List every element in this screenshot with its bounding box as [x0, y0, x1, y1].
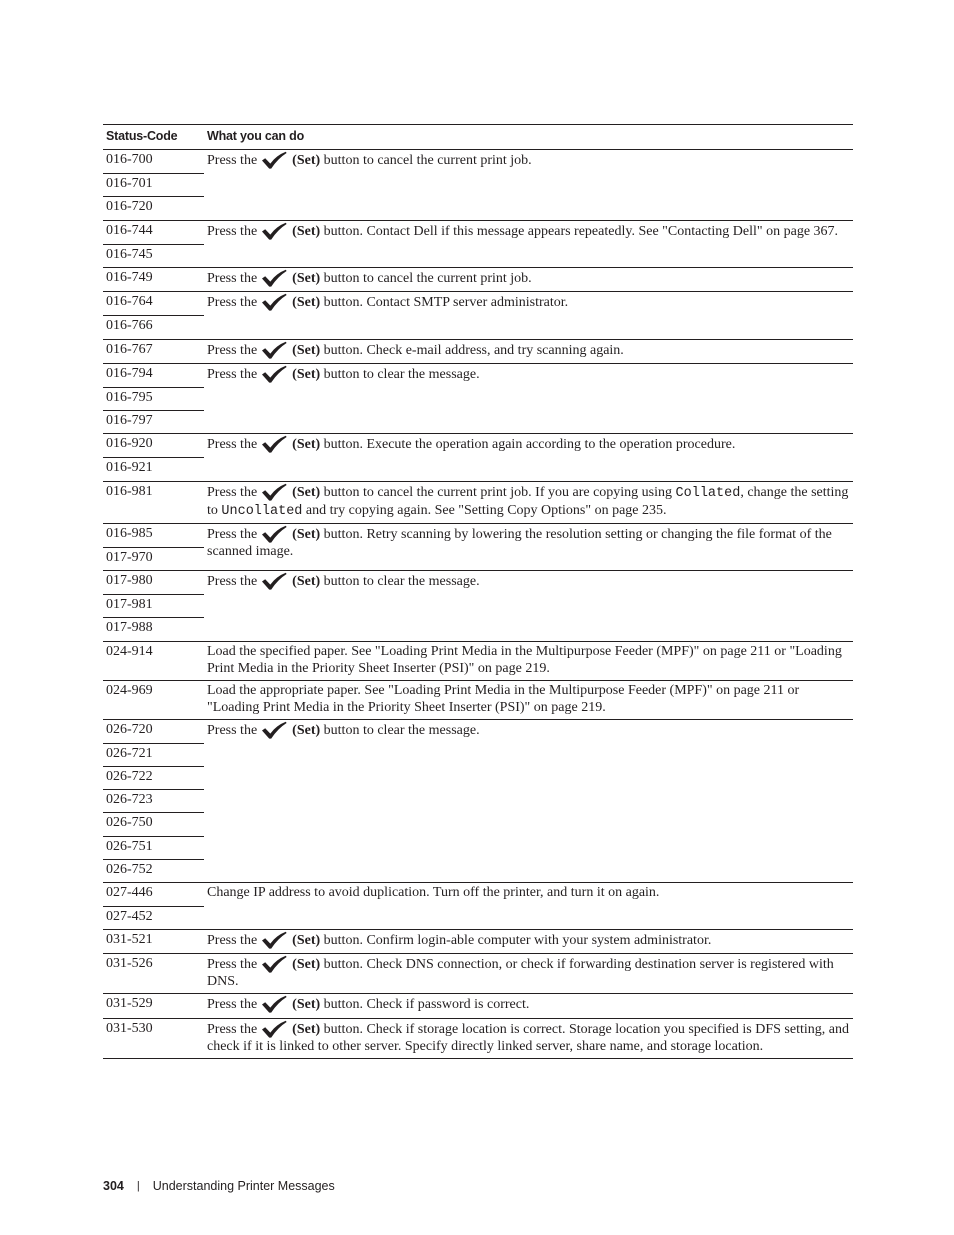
table-row: [103, 1019, 853, 1059]
set-button-label: (Set): [292, 295, 321, 311]
action-description: [204, 642, 853, 680]
setting-value: Collated: [675, 485, 741, 501]
status-code: 026-752: [103, 859, 204, 882]
header-what-you-can-do: What you can do: [207, 129, 305, 143]
checkmark-icon: [261, 572, 287, 590]
status-code: 027-446: [106, 884, 153, 900]
table-row: [103, 720, 853, 883]
status-code-cell: [103, 883, 204, 929]
status-code-cell: [103, 482, 204, 523]
checkmark-icon: [261, 269, 287, 287]
table-row: [103, 524, 853, 571]
status-code: 016-797: [103, 410, 204, 433]
table-row: [103, 994, 853, 1018]
status-code-cell: [103, 954, 204, 993]
action-description: [204, 524, 853, 570]
action-description: [204, 1019, 853, 1058]
status-code: 016-700: [106, 152, 153, 167]
status-code-cell: [103, 268, 204, 291]
status-code-cell: [103, 364, 204, 434]
status-code-cell: [103, 292, 204, 338]
action-description: [204, 340, 853, 363]
status-code: 031-530: [106, 1020, 153, 1036]
status-code: 024-969: [106, 682, 153, 698]
table-row: [103, 150, 853, 221]
table-row: [103, 571, 853, 642]
status-code: 016-795: [103, 387, 204, 410]
description-text: button to cancel the current print job.: [320, 153, 532, 168]
page-footer: [103, 1179, 335, 1193]
checkmark-icon: [261, 955, 287, 973]
action-description: [204, 930, 853, 953]
description-text: button to cancel the current print job. If you are copying using: [320, 484, 676, 500]
status-code-cell: [103, 930, 204, 953]
description-text: button to cancel the current print job.: [320, 270, 532, 286]
checkmark-icon: [261, 721, 287, 739]
checkmark-icon: [261, 293, 287, 311]
status-code: 016-921: [103, 457, 204, 480]
status-code-table: [103, 124, 853, 1059]
set-button-label: (Set): [292, 366, 321, 382]
description-text: button. Check DNS connection, or check if forwarding destination server is registered with DNS.: [207, 957, 834, 990]
description-text: button to clear the message.: [320, 574, 480, 589]
action-description: [204, 994, 853, 1017]
checkmark-icon: [261, 435, 287, 453]
status-code: 016-744: [106, 222, 153, 238]
status-code: 026-750: [103, 812, 204, 835]
table-row: [103, 482, 853, 524]
description-text: button. Check if password is correct.: [320, 997, 530, 1013]
table-row: [103, 642, 853, 681]
action-description: [204, 681, 853, 719]
action-description: [204, 292, 853, 338]
press-the-text: Press the: [207, 437, 258, 453]
checkmark-icon: [261, 525, 287, 543]
press-the-text: Press the: [207, 270, 258, 286]
press-the-text: Press the: [207, 957, 258, 973]
press-the-text: Press the: [207, 722, 258, 738]
status-code: 016-794: [106, 365, 153, 381]
table-row: [103, 292, 853, 339]
set-button-label: (Set): [292, 342, 321, 358]
description-text: button. Contact Dell if this message appears repeatedly. See "Contacting Dell" on page 367.: [320, 223, 839, 239]
status-code-cell: [103, 994, 204, 1017]
status-code: 031-529: [106, 996, 153, 1012]
setting-value: Uncollated: [221, 503, 303, 519]
checkmark-icon: [261, 151, 287, 169]
set-button-label: (Set): [292, 526, 321, 542]
checkmark-icon: [261, 995, 287, 1013]
status-code: 016-767: [106, 341, 153, 357]
action-description: [204, 883, 853, 929]
table-body: [103, 150, 853, 1059]
set-button-label: (Set): [292, 957, 321, 973]
description-text: Load the specified paper. See "Loading Print Media in the Multipurpose Feeder (MPF)" on page 211 or "Loading Print Media in the Priority Sheet Inserter (PSI)" on page 219.: [207, 643, 842, 676]
press-the-text: Press the: [207, 526, 258, 542]
action-description: [204, 150, 853, 220]
checkmark-icon: [261, 1020, 287, 1038]
press-the-text: Press the: [207, 153, 258, 168]
status-code: 016-720: [103, 196, 204, 219]
action-description: [204, 364, 853, 434]
set-button-label: (Set): [292, 153, 321, 168]
status-code: 016-701: [103, 173, 204, 196]
table-row: [103, 954, 853, 994]
description-text: button. Confirm login-able computer with your system administrator.: [320, 933, 712, 949]
description-text: button. Retry scanning by lowering the resolution setting or changing the file format of the scanned image.: [207, 526, 832, 559]
action-description: [204, 268, 853, 291]
table-row: [103, 930, 853, 954]
status-code-cell: [103, 434, 204, 480]
press-the-text: Press the: [207, 1021, 258, 1037]
status-code: 016-920: [106, 436, 153, 452]
action-description: [204, 221, 853, 267]
action-description: [204, 482, 853, 523]
table-header: [103, 125, 853, 150]
status-code: 016-981: [106, 483, 153, 499]
status-code: 026-722: [103, 766, 204, 789]
status-code: 026-751: [103, 836, 204, 859]
status-code: 017-980: [106, 573, 153, 588]
description-text: button. Execute the operation again according to the operation procedure.: [320, 437, 736, 453]
status-code: 016-764: [106, 294, 153, 310]
status-code: 024-914: [106, 643, 153, 659]
set-button-label: (Set): [292, 933, 321, 949]
status-code-cell: [103, 571, 204, 641]
status-code: 026-723: [103, 789, 204, 812]
table-row: [103, 434, 853, 481]
set-button-label: (Set): [292, 270, 321, 286]
section-title: Understanding Printer Messages: [152, 1179, 335, 1193]
footer-separator: |: [136, 1180, 140, 1192]
set-button-label: (Set): [292, 722, 321, 738]
set-button-label: (Set): [292, 437, 321, 453]
press-the-text: Press the: [207, 997, 258, 1013]
status-code: 016-745: [103, 244, 204, 267]
status-code-cell: [103, 524, 204, 570]
set-button-label: (Set): [292, 484, 321, 500]
description-text: and try copying again. See "Setting Copy Options" on page 235.: [302, 502, 667, 518]
status-code-cell: [103, 681, 204, 719]
status-code-cell: [103, 642, 204, 680]
action-description: [204, 720, 853, 882]
status-code: 017-988: [103, 617, 204, 640]
press-the-text: Press the: [207, 933, 258, 949]
status-code-cell: [103, 720, 204, 882]
status-code-cell: [103, 340, 204, 363]
status-code-cell: [103, 150, 204, 220]
set-button-label: (Set): [292, 574, 321, 589]
description-text: button. Contact SMTP server administrator.: [320, 295, 569, 311]
set-button-label: (Set): [292, 1021, 321, 1037]
table-row: [103, 221, 853, 268]
status-code: 027-452: [103, 906, 204, 929]
description-text: Change IP address to avoid duplication. Turn off the printer, and turn it on again.: [207, 884, 660, 900]
press-the-text: Press the: [207, 484, 258, 500]
press-the-text: Press the: [207, 223, 258, 239]
description-text: button to clear the message.: [320, 366, 480, 382]
status-code-cell: [103, 221, 204, 267]
action-description: [204, 954, 853, 993]
status-code: 016-749: [106, 269, 153, 285]
status-code: 017-970: [103, 547, 204, 570]
header-status-code: Status-Code: [106, 129, 178, 143]
set-button-label: (Set): [292, 223, 321, 239]
status-code: 017-981: [103, 594, 204, 617]
status-code: 031-521: [106, 932, 153, 948]
table-row: [103, 364, 853, 435]
description-text: , change the setting to: [207, 484, 849, 518]
status-code: 016-985: [106, 525, 153, 541]
checkmark-icon: [261, 341, 287, 359]
status-code: 026-721: [103, 743, 204, 766]
status-code: 016-766: [103, 315, 204, 338]
action-description: [204, 571, 853, 641]
page-number: 304: [103, 1179, 124, 1193]
press-the-text: Press the: [207, 295, 258, 311]
press-the-text: Press the: [207, 574, 258, 589]
status-code: 031-526: [106, 956, 153, 972]
checkmark-icon: [261, 365, 287, 383]
description-text: Load the appropriate paper. See "Loading Print Media in the Multipurpose Feeder (MPF)" on page 211 or "Loading Print Media in the Priority Sheet Inserter (PSI)" on page 219.: [207, 682, 800, 715]
checkmark-icon: [261, 931, 287, 949]
action-description: [204, 434, 853, 480]
set-button-label: (Set): [292, 997, 321, 1013]
status-code: 026-720: [106, 721, 153, 737]
table-row: [103, 681, 853, 720]
description-text: button to clear the message.: [320, 722, 480, 738]
description-text: button. Check if storage location is correct. Storage location you specified is DFS setting, and check if it is linked to other server. Specify directly linked server, share name, and storage location.: [207, 1021, 849, 1054]
table-row: [103, 268, 853, 292]
table-row: [103, 340, 853, 364]
press-the-text: Press the: [207, 366, 258, 382]
status-code-cell: [103, 1019, 204, 1058]
description-text: button. Check e-mail address, and try scanning again.: [320, 342, 624, 358]
press-the-text: Press the: [207, 342, 258, 358]
checkmark-icon: [261, 483, 287, 501]
checkmark-icon: [261, 222, 287, 240]
table-row: [103, 883, 853, 930]
